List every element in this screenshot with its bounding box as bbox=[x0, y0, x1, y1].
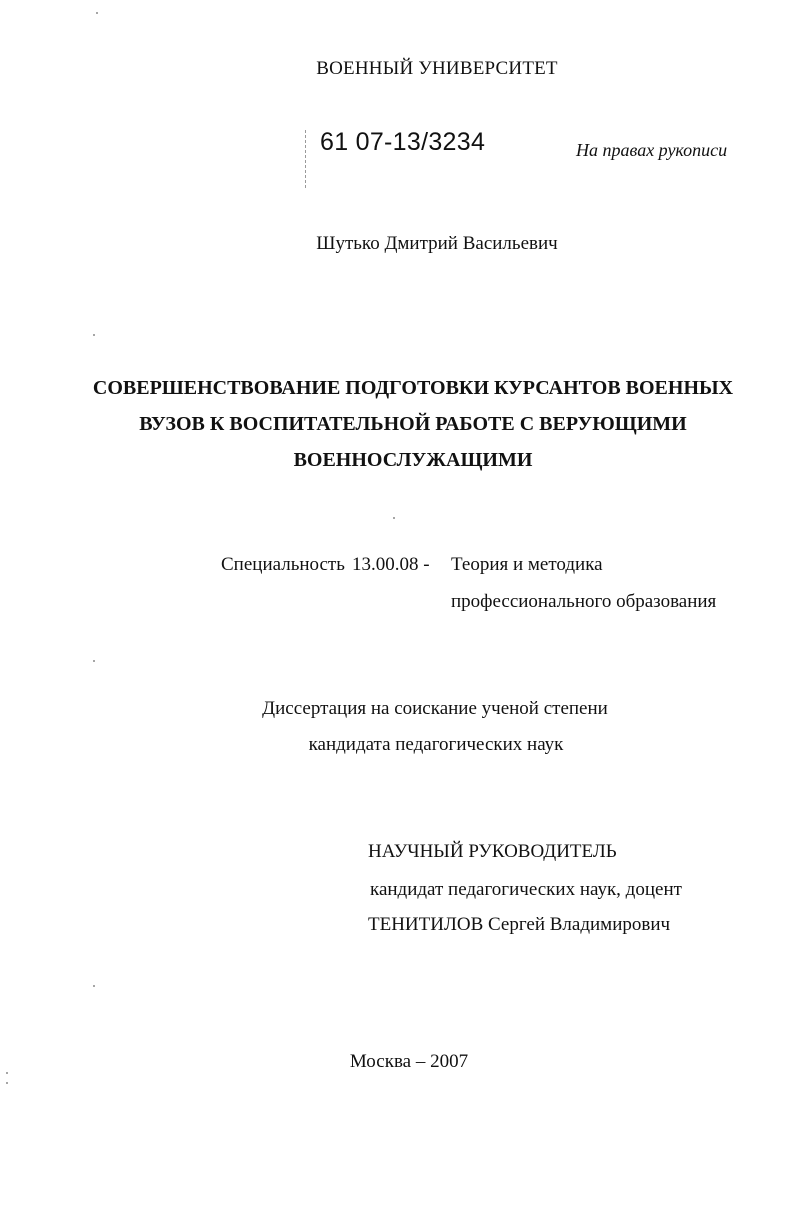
scan-speck bbox=[93, 334, 95, 336]
title-line: СОВЕРШЕНСТВОВАНИЕ ПОДГОТОВКИ КУРСАНТОВ ВОЕННЫХ bbox=[92, 377, 734, 399]
specialty-label: Специальность bbox=[221, 554, 345, 575]
specialty-code: 13.00.08 - bbox=[352, 554, 430, 575]
specialty-name-line: Теория и методика bbox=[451, 554, 603, 575]
advisor-name: ТЕНИТИЛОВ Сергей Владимирович bbox=[368, 914, 671, 935]
title-line: ВОЕННОСЛУЖАЩИМИ bbox=[293, 449, 533, 471]
stamp-mark bbox=[305, 130, 306, 188]
city-year: Москва – 2007 bbox=[349, 1051, 469, 1072]
library-call-number: 61 07-13/3234 bbox=[320, 128, 486, 156]
title-line: ВУЗОВ К ВОСПИТАТЕЛЬНОЙ РАБОТЕ С ВЕРУЮЩИМИ bbox=[139, 413, 687, 435]
scan-speck bbox=[93, 660, 95, 662]
degree-line: кандидата педагогических наук bbox=[308, 734, 564, 755]
scan-speck bbox=[6, 1072, 8, 1074]
scan-speck bbox=[93, 985, 95, 987]
degree-line: Диссертация на соискание ученой степени bbox=[262, 698, 608, 719]
advisor-heading: НАУЧНЫЙ РУКОВОДИТЕЛЬ bbox=[368, 841, 617, 862]
scan-speck bbox=[6, 1082, 8, 1084]
scan-speck bbox=[393, 517, 395, 519]
specialty-name-line: профессионального образования bbox=[451, 591, 717, 612]
advisor-degree: кандидат педагогических наук, доцент bbox=[370, 879, 682, 900]
scan-speck bbox=[96, 12, 98, 14]
dissertation-title bbox=[0, 370, 798, 478]
rights-note: На правах рукописи bbox=[576, 140, 728, 160]
institution-name: ВОЕННЫЙ УНИВЕРСИТЕТ bbox=[316, 58, 558, 79]
author-name: Шутько Дмитрий Васильевич bbox=[316, 233, 558, 254]
